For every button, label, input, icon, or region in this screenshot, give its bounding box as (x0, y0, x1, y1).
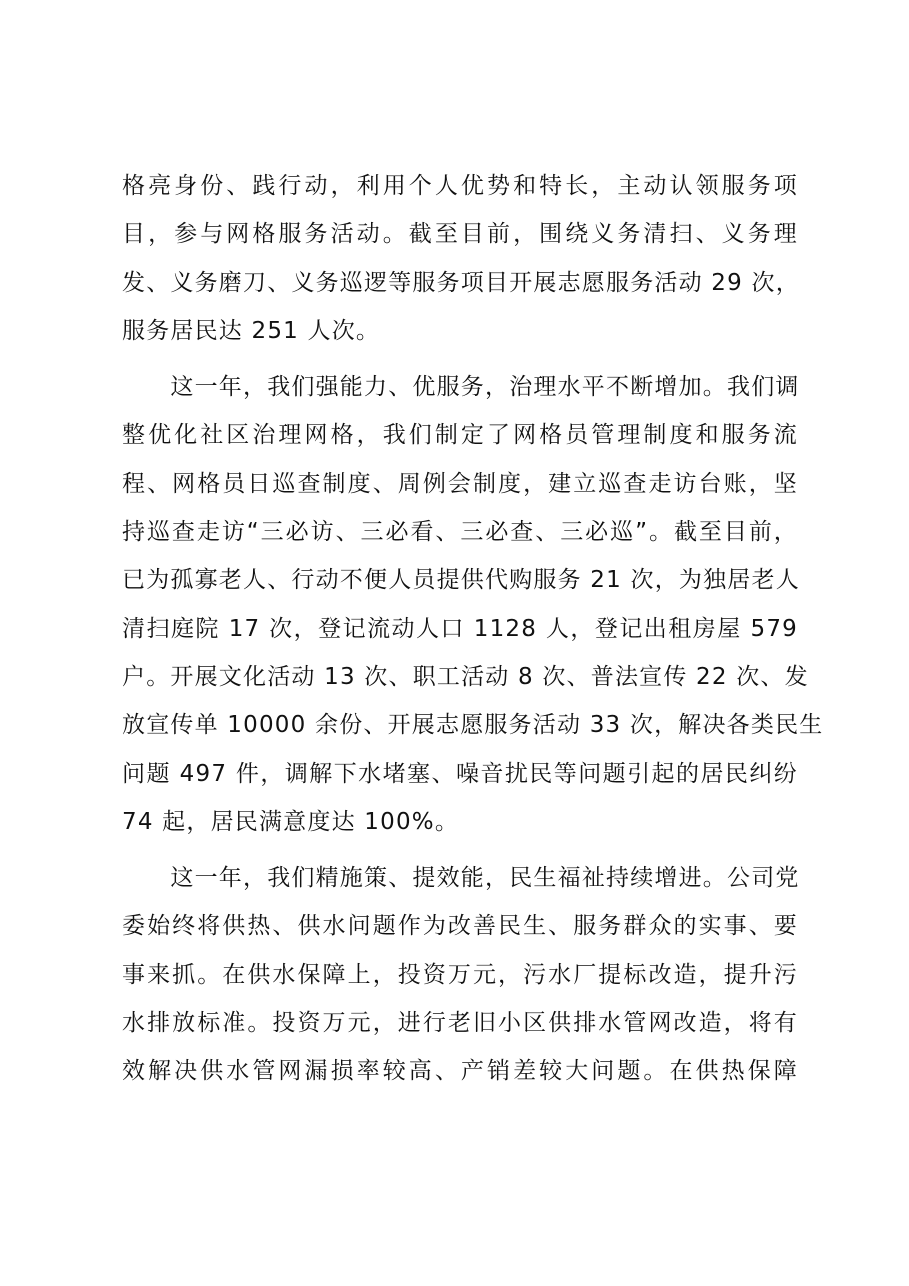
paragraph-line: 问题 497 件，调解下水堵塞、噪音扰民等问题引起的居民纠纷 (122, 760, 798, 787)
paragraph-line: 户。开展文化活动 13 次、职工活动 8 次、普法宣传 22 次、发 (122, 663, 809, 690)
paragraph-line: 服务居民达 251 人次。 (122, 317, 381, 344)
paragraph-line: 委始终将供热、供水问题作为改善民生、服务群众的实事、要 (122, 913, 798, 940)
paragraph-2 (122, 363, 824, 846)
paragraph-spacer (122, 355, 798, 363)
paragraph-line: 发、义务磨刀、义务巡逻等服务项目开展志愿服务活动 29 次， (122, 269, 800, 296)
paragraph-line: 事来抓。在供水保障上，投资万元，污水厂提标改造，提升污 (122, 961, 798, 988)
paragraph-line: 效解决供水管网漏损率较高、产销差较大问题。在供热保障 (122, 1058, 798, 1085)
paragraph-3 (122, 854, 798, 1095)
paragraph-line: 这一年，我们精施策、提效能，民生福祉持续增进。公司党 (122, 865, 800, 892)
paragraph-line: 已为孤寡老人、行动不便人员提供代购服务 21 次，为独居老人 (122, 567, 800, 594)
paragraph-line: 放宣传单 10000 余份、开展志愿服务活动 33 次，解决各类民生 (122, 712, 824, 739)
paragraph-line: 整优化社区治理网格，我们制定了网格员管理制度和服务流 (122, 422, 798, 449)
document-body (122, 162, 824, 1096)
paragraph-line: 程、网格员日巡查制度、周例会制度，建立巡查走访台账，坚 (122, 470, 798, 497)
paragraph-spacer (122, 846, 798, 854)
paragraph-line: 目，参与网格服务活动。截至目前，围绕义务清扫、义务理 (122, 221, 798, 248)
paragraph-line: 水排放标准。投资万元，进行老旧小区供排水管网改造，将有 (122, 1010, 798, 1037)
paragraph-line: 持巡查走访“三必访、三必看、三必查、三必巡”。截至目前， (122, 519, 798, 546)
paragraph-line: 这一年，我们强能力、优服务，治理水平不断增加。我们调 (122, 374, 800, 401)
paragraph-line: 清扫庭院 17 次，登记流动人口 1128 人，登记出租房屋 579 (122, 615, 798, 642)
paragraph-1 (122, 162, 798, 355)
paragraph-line: 74 起，居民满意度达 100%。 (122, 808, 460, 835)
paragraph-line: 格亮身份、践行动，利用个人优势和特长，主动认领服务项 (122, 173, 798, 199)
